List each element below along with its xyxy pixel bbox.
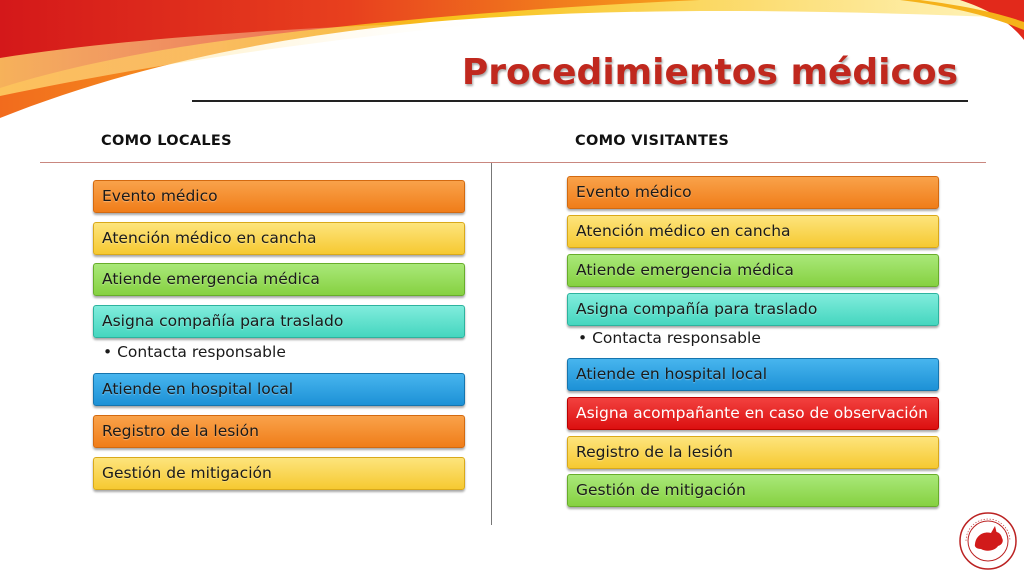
bullet-item-contacta	[103, 343, 286, 361]
bullet-label: Contacta responsable	[592, 329, 761, 347]
step-box-registro-lesion: Registro de la lesión	[567, 436, 939, 469]
step-box-asigna-acompanante: Asigna acompañante en caso de observación	[567, 397, 939, 430]
step-box-atiende-emergencia: Atiende emergencia médica	[93, 263, 465, 296]
step-box-atencion-medico: Atención médico en cancha	[567, 215, 939, 248]
step-box-registro-lesion: Registro de la lesión	[93, 415, 465, 448]
club-crest-icon	[958, 511, 1018, 571]
step-box-atiende-emergencia: Atiende emergencia médica	[567, 254, 939, 287]
step-box-asigna-compania: Asigna compañía para traslado	[93, 305, 465, 338]
bullet-marker: •	[578, 329, 588, 347]
column-header-locales: COMO LOCALES	[101, 133, 232, 149]
step-box-atiende-hospital: Atiende en hospital local	[93, 373, 465, 406]
bullet-marker: •	[103, 343, 113, 361]
bullet-item-contacta	[578, 329, 761, 347]
title-underline	[192, 100, 968, 102]
step-box-atiende-hospital: Atiende en hospital local	[567, 358, 939, 391]
header-divider	[40, 162, 986, 163]
step-box-asigna-compania: Asigna compañía para traslado	[567, 293, 939, 326]
step-box-evento-medico: Evento médico	[93, 180, 465, 213]
step-box-evento-medico: Evento médico	[567, 176, 939, 209]
column-divider	[491, 163, 492, 525]
bullet-label: Contacta responsable	[117, 343, 286, 361]
page-title: Procedimientos médicos	[461, 52, 958, 93]
step-box-gestion-mitigacion: Gestión de mitigación	[567, 474, 939, 507]
column-header-visitantes: COMO VISITANTES	[575, 133, 730, 149]
step-box-atencion-medico: Atención médico en cancha	[93, 222, 465, 255]
step-box-gestion-mitigacion: Gestión de mitigación	[93, 457, 465, 490]
